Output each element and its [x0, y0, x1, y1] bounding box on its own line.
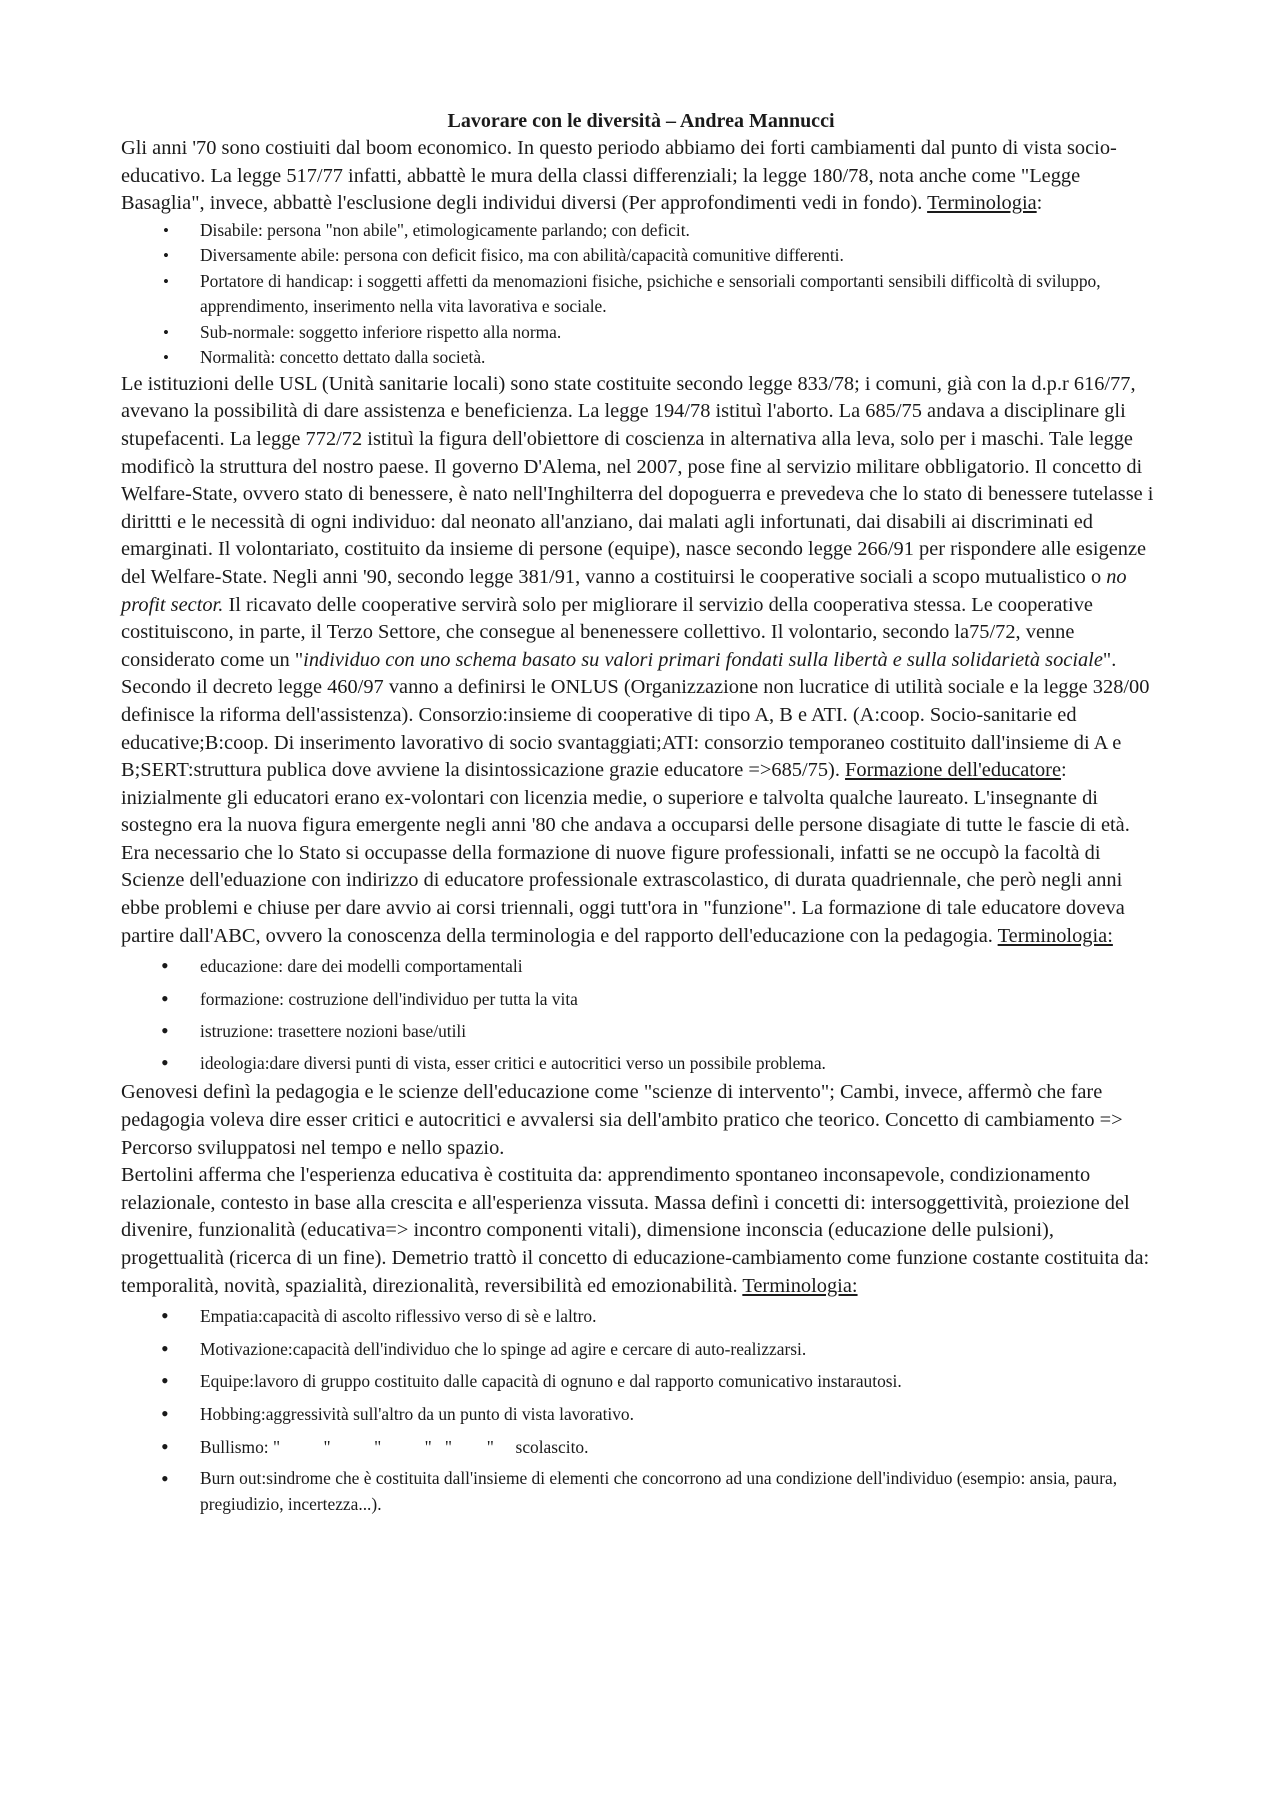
- paragraph-text: Il ricavato delle cooperative servirà solo per migliorare il servizio della cooperativa stessa. Le cooperative costituiscono, in parte, il Terzo Settore, che consegue al benenessere collettivo. Il volontario, secondo la75/72, venne considerato come un ": [121, 593, 1093, 671]
- paragraph-text: Gli anni '70 sono costiuiti dal boom economico. In questo periodo abbiamo dei forti cambiamenti dal punto di vista socio-educativo. La legge 517/77 infatti, abbattè le mura della classi differenziali; la legge 180/78, nota anche come "Legge Basaglia", invece, abbattè l'esclusione degli individui diversi (Per approfondimenti vedi in fondo).: [121, 137, 1117, 215]
- formazione-heading: Formazione dell'educatore: [845, 759, 1062, 782]
- italic-quote: individuo con uno schema basato su valori primari fondati sulla libertà e sulla solidarietà sociale: [303, 648, 1103, 671]
- list-item: [121, 218, 1161, 244]
- colon: :: [1036, 192, 1043, 215]
- terminologia-heading: Terminologia:: [997, 924, 1113, 947]
- list-item-text: Empatia:capacità di ascolto riflessivo verso di sè e laltro.: [200, 1306, 597, 1327]
- bullet-icon: •: [161, 1368, 169, 1394]
- bullet-icon: •: [163, 271, 169, 291]
- bullet-icon: •: [161, 1335, 169, 1361]
- list-item: [121, 243, 1161, 269]
- list-item: [121, 1333, 1161, 1366]
- list-item: [121, 1431, 1161, 1464]
- list-item: [121, 983, 1161, 1015]
- list-item-text: Bullismo: " " " " " " scolascito.: [200, 1436, 589, 1457]
- document-body: [121, 108, 1161, 1517]
- bullet-icon: •: [163, 348, 169, 368]
- list-item-text: Diversamente abile: persona con deficit fisico, ma con abilità/capacità comunitive differenti.: [200, 245, 844, 266]
- italic-text: no profit sector.: [121, 565, 1127, 616]
- bullet-icon: •: [163, 220, 169, 240]
- list-item-text: Disabile: persona "non abile", etimologicamente parlando; con deficit.: [200, 219, 690, 240]
- list-item: [121, 1365, 1161, 1398]
- list-item-text: Sub-normale: soggetto inferiore rispetto alla norma.: [200, 321, 562, 342]
- list-item-text: istruzione: trasettere nozioni base/utili: [200, 1020, 467, 1041]
- bullet-icon: •: [163, 246, 169, 266]
- terminology-list-2: [121, 950, 1161, 1079]
- paragraph-istituzioni: [121, 371, 1161, 840]
- paragraph-text: Genovesi definì la pedagogia e le scienze dell'educazione come "scienze di intervento"; Cambi, invece, affermò che fare pedagogia voleva dire esser critici e autocritici e avvalersi sia dell'ambito pratico che teorico. Concetto di cambiamento => Percorso sviluppatosi nel tempo e nello spazio.: [121, 1081, 1123, 1159]
- bullet-icon: •: [163, 322, 169, 342]
- list-item: [121, 320, 1161, 346]
- terminologia-heading: Terminologia:: [742, 1274, 858, 1297]
- list-item: [121, 1047, 1161, 1079]
- bullet-icon: •: [161, 1017, 169, 1043]
- paragraph-text: Le istituzioni delle USL (Unità sanitarie locali) sono state costituite secondo legge 833/78; i comuni, già con la d.p.r 616/77, avevano la possibilità di dare assistenza e beneficienza. La legge 194/78 istituì l'aborto. La 685/75 andava a disciplinare gli stupefacenti. La legge 772/72 istituì la figura dell'obiettore di coscienza in alternativa alla leva, solo per i maschi. Tale legge modificò la struttura del nostro paese. Il governo D'Alema, nel 2007, pose fine al servizio militare obbligatorio. Il concetto di Welfare-State, ovvero stato di benessere, è nato nell'Inghilterra del dopoguerra e prevedeva che lo stato di benessere tutelasse i dirittti e le necessità di ogni individuo: dal neonato all'anziano, dai malati agli infortunati, dai disabili ai discriminati ed emarginati. Il volontariato, costituito da insieme di persone (equipe), nasce secondo legge 266/91 per rispondere alle esigenze del Welfare-State. Negli anni '90, secondo legge 381/91, vanno a costituirsi le cooperative sociali a scopo mutualistico o: [121, 372, 1154, 588]
- paragraph-text: : inizialmente gli educatori erano ex-volontari con licenzia medie, o superiore e talvolta qualche laureato. L'insegnante di sostegno era la nuova figura emergente negli anni '80 che andava a occuparsi delle persone disagiate di tutte le fascie di età.: [121, 759, 1130, 837]
- list-item-text: Portatore di handicap: i soggetti affetti da menomazioni fisiche, psichiche e sensoriali comportanti sensibili difficoltà di sviluppo, apprendimento, inserimento nella vita lavorativa e sociale.: [200, 270, 1101, 317]
- list-item: [121, 1463, 1161, 1517]
- paragraph-genovesi: [121, 1079, 1161, 1162]
- list-item: [121, 1300, 1161, 1333]
- paragraph-text: ". Secondo il decreto legge 460/97 vanno a definirsi le ONLUS (Organizzazione non lucratice di utilità sociale e la legge 328/00 definisce la riforma dell'assistenza). Consorzio:insieme di cooperative di tipo A, B e ATI. (A:coop. Socio-sanitarie ed educative;B:coop. Di inserimento lavorativo di socio svantaggiati;ATI: consorzio temporaneo costituito dall'insieme di A e B;SERT:struttura publica dove avviene la disintossicazione grazie educatore =>685/75).: [121, 648, 1150, 782]
- list-item-text: educazione: dare dei modelli comportamentali: [200, 956, 523, 977]
- paragraph-formazione: [121, 840, 1161, 950]
- paragraph-intro: [121, 135, 1161, 218]
- bullet-icon: •: [161, 1303, 169, 1329]
- paragraph-bertolini: [121, 1162, 1161, 1300]
- list-item: [121, 1398, 1161, 1431]
- list-item: [121, 1015, 1161, 1047]
- bullet-icon: •: [161, 1466, 169, 1492]
- list-item-text: Normalità: concetto dettato dalla società.: [200, 347, 486, 368]
- list-item: [121, 950, 1161, 982]
- list-item-text: Hobbing:aggressività sull'altro da un punto di vista lavorativo.: [200, 1403, 634, 1424]
- terminologia-heading: Terminologia: [927, 192, 1037, 215]
- bullet-icon: •: [161, 1400, 169, 1426]
- list-item: [121, 345, 1161, 371]
- terminology-list-3: [121, 1300, 1161, 1517]
- list-item: [121, 269, 1161, 320]
- list-item-text: Motivazione:capacità dell'individuo che lo spinge ad agire e cercare di auto-realizzarsi.: [200, 1338, 807, 1359]
- list-item-text: Burn out:sindrome che è costituita dall'insieme di elementi che concorrono ad una condizione dell'individuo (esempio: ansia, paura, pregiudizio, incertezza...).: [200, 1468, 1118, 1514]
- bullet-icon: •: [161, 985, 169, 1011]
- bullet-icon: •: [161, 1050, 169, 1076]
- list-item-text: formazione: costruzione dell'individuo per tutta la vita: [200, 988, 578, 1009]
- bullet-icon: •: [161, 1433, 169, 1459]
- list-item-text: Equipe:lavoro di gruppo costituito dalle capacità di ognuno e dal rapporto comunicativo instarautosi.: [200, 1371, 902, 1392]
- document-title: Lavorare con le diversità – Andrea Mannucci: [447, 110, 835, 132]
- paragraph-text: Bertolini afferma che l'esperienza educativa è costituita da: apprendimento spontaneo inconsapevole, condizionamento relazionale, contesto in base alla crescita e all'esperienza vissuta. Massa definì i concetti di: intersoggettività, proiezione del divenire, funzionalità (educativa=> incontro componenti vitali), dimensione inconscia (educazione delle pulsioni), progettualità (ricerca di un fine). Demetrio trattò il concetto di educazione-cambiamento come funzione costante costituita da: temporalità, novità, spazialità, direzionalità, reversibilità ed emozionabilità.: [121, 1164, 1150, 1297]
- list-item-text: ideologia:dare diversi punti di vista, esser critici e autocritici verso un possibile problema.: [200, 1053, 826, 1074]
- terminology-list-1: [121, 218, 1161, 371]
- bullet-icon: •: [161, 953, 169, 979]
- paragraph-text: Era necessario che lo Stato si occupasse della formazione di nuove figure professionali, infatti se ne occupò la facoltà di Scienze dell'eduazione con indirizzo di educatore professionale extrascolastico, di durata quadriennale, che però negli anni ebbe problemi e chiuse per dare avvio ai corsi triennali, oggi tutt'ora in "funzione". La formazione di tale educatore doveva partire dall'ABC, ovvero la conoscenza della terminologia e del rapporto dell'educazione con la pedagogia.: [121, 841, 1125, 947]
